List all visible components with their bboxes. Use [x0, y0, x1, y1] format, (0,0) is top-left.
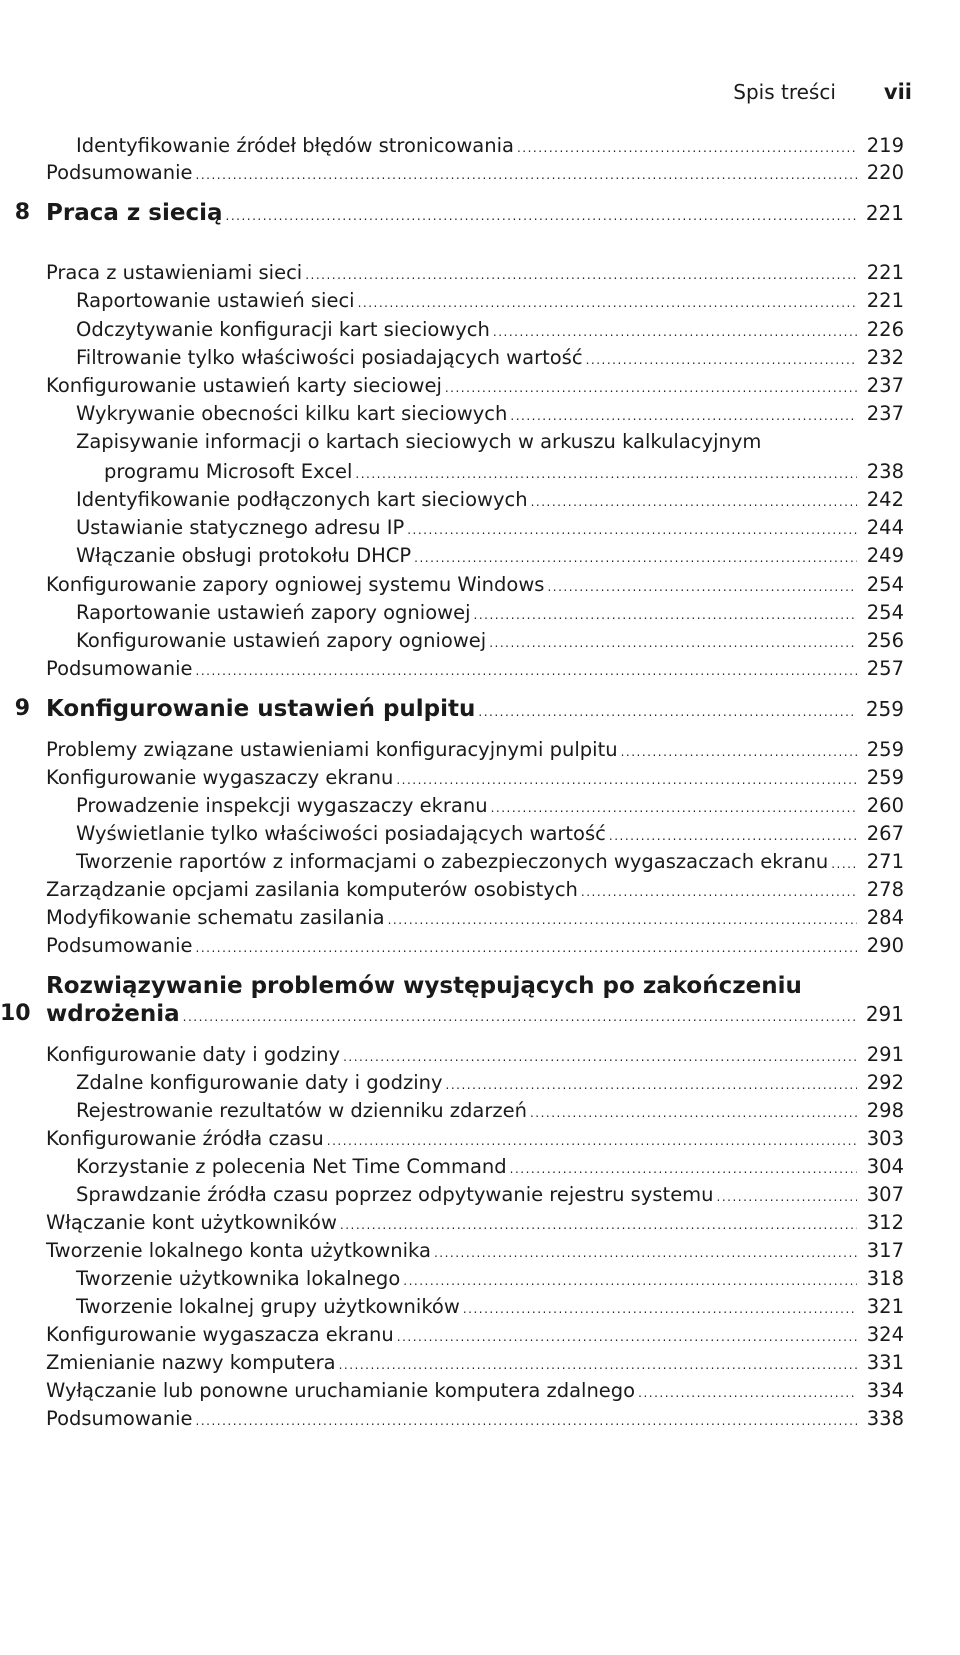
dot-leader — [445, 376, 857, 400]
toc-entry-title: Konfigurowanie ustawień karty sieciowej — [46, 374, 442, 397]
toc-entry-page: 334 — [866, 1379, 904, 1402]
toc-entry-page: 291 — [866, 1043, 904, 1066]
dot-leader — [396, 768, 857, 792]
toc-entry-page: 331 — [866, 1351, 904, 1374]
toc-entry — [0, 1155, 904, 1181]
dot-leader — [831, 852, 857, 876]
toc-entry-page: 256 — [866, 629, 904, 652]
toc-entry — [0, 1323, 904, 1349]
toc-entry — [0, 1351, 904, 1377]
toc-entry-page: 237 — [866, 402, 904, 425]
toc-entry-page: 254 — [866, 573, 904, 596]
toc-entry-title: Prowadzenie inspekcji wygaszaczy ekranu — [76, 794, 488, 817]
toc-entry — [0, 1379, 904, 1405]
toc-entry-title-line: Rozwiązywanie problemów występujących po zakończeniu — [46, 973, 802, 999]
toc-entry — [0, 1211, 904, 1237]
toc-entry-title: Problemy związane ustawieniami konfiguracyjnymi pulpitu — [46, 738, 618, 761]
toc-entry-title: Zmienianie nazwy komputera — [46, 1351, 336, 1374]
toc-entry-page: 292 — [866, 1071, 904, 1094]
toc-entry-title: Podsumowanie — [46, 657, 193, 680]
dot-leader — [407, 518, 857, 542]
toc-entry-title: Konfigurowanie daty i godziny — [46, 1043, 341, 1066]
toc-entry-title: Filtrowanie tylko właściwości posiadających wartość — [76, 346, 583, 369]
toc-entry — [0, 1239, 904, 1265]
dot-leader — [196, 936, 858, 960]
toc-entry-page: 324 — [866, 1323, 904, 1346]
toc-entry-title: Odczytywanie konfiguracji kart sieciowych — [76, 318, 490, 341]
toc-entry — [0, 346, 904, 372]
toc-entry — [0, 430, 904, 486]
dot-leader — [339, 1353, 857, 1377]
toc-entry-title: Konfigurowanie wygaszacza ekranu — [46, 1323, 394, 1346]
toc-entry — [0, 1267, 904, 1293]
dot-leader — [327, 1129, 857, 1153]
dot-leader — [358, 291, 857, 315]
dot-leader — [196, 659, 858, 683]
toc-chapter-entry — [0, 973, 904, 1031]
toc-entry-title: Tworzenie użytkownika lokalnego — [76, 1267, 401, 1290]
toc-entry — [0, 657, 904, 683]
toc-entry-page: 284 — [866, 906, 904, 929]
toc-entry-page: 254 — [866, 601, 904, 624]
toc-entry — [0, 601, 904, 627]
toc-entry-title: Podsumowanie — [46, 1407, 193, 1430]
dot-leader — [489, 631, 857, 655]
toc-entry — [0, 374, 904, 400]
toc-entry-page: 221 — [866, 289, 904, 312]
toc-entry — [0, 573, 904, 599]
toc-entry-page: 244 — [866, 516, 904, 539]
toc-entry-title: Ustawianie statycznego adresu IP — [76, 516, 405, 539]
toc-entry-page: 238 — [866, 460, 904, 483]
toc-entry — [0, 289, 904, 315]
toc-entry-page: 260 — [866, 794, 904, 817]
toc-entry — [0, 850, 904, 876]
toc-entry-page: 221 — [866, 261, 904, 284]
toc-entry-page: 237 — [866, 374, 904, 397]
dot-leader — [397, 1325, 857, 1349]
toc-chapter-entry — [0, 695, 904, 726]
toc-entry-title: Raportowanie ustawień zapory ogniowej — [76, 601, 471, 624]
toc-entry-title: Raportowanie ustawień sieci — [76, 289, 355, 312]
toc-entry-page: 257 — [866, 657, 904, 680]
toc-entry — [0, 878, 904, 904]
toc-entry — [0, 1183, 904, 1209]
toc-entry — [0, 766, 904, 792]
toc-entry-title: Tworzenie lokalnej grupy użytkowników — [76, 1295, 460, 1318]
toc-entry-page: 338 — [866, 1407, 904, 1430]
toc-entry-title: Zdalne konfigurowanie daty i godziny — [76, 1071, 443, 1094]
toc-entry — [0, 1043, 904, 1069]
dot-leader — [446, 1073, 857, 1097]
toc-entry-title: Tworzenie lokalnego konta użytkownika — [46, 1239, 431, 1262]
toc-entry — [0, 822, 904, 848]
toc-entry-page: 220 — [866, 161, 904, 184]
toc-entry-page: 303 — [866, 1127, 904, 1150]
toc-entry-page: 291 — [865, 1002, 904, 1026]
dot-leader — [517, 136, 857, 160]
toc-entry-title: Włączanie kont użytkowników — [46, 1211, 337, 1234]
dot-leader — [717, 1185, 857, 1209]
toc-entry-page: 304 — [866, 1155, 904, 1178]
toc-entry-page: 259 — [866, 738, 904, 761]
dot-leader — [621, 740, 857, 764]
toc-entry — [0, 1127, 904, 1153]
toc-entry-title: programu Microsoft Excel — [104, 460, 353, 483]
toc-entry-title: Tworzenie raportów z informacjami o zabezpieczonych wygaszaczach ekranu — [76, 850, 829, 873]
dot-leader — [403, 1269, 857, 1293]
toc-entry — [0, 629, 904, 655]
dot-leader — [581, 880, 857, 904]
toc-entry-page: 259 — [866, 766, 904, 789]
dot-leader — [478, 698, 857, 726]
toc-entry — [0, 934, 904, 960]
toc-entry-title: Konfigurowanie ustawień zapory ogniowej — [76, 629, 487, 652]
dot-leader — [340, 1213, 857, 1237]
toc-entry-page: 317 — [866, 1239, 904, 1262]
chapter-number: 9 — [14, 696, 30, 721]
toc-entry-page: 318 — [866, 1267, 904, 1290]
page-number: vii — [883, 80, 912, 104]
dot-leader — [388, 908, 857, 932]
dot-leader — [609, 824, 857, 848]
toc-entry — [0, 1071, 904, 1097]
toc-entry-title: Wykrywanie obecności kilku kart sieciowych — [76, 402, 508, 425]
dot-leader — [343, 1045, 857, 1069]
dot-leader — [530, 1101, 857, 1125]
toc-entry — [0, 906, 904, 932]
toc-entry — [0, 318, 904, 344]
toc-entry-page: 267 — [866, 822, 904, 845]
toc-entry-page: 271 — [866, 850, 904, 873]
dot-leader — [226, 202, 858, 230]
dot-leader — [463, 1297, 857, 1321]
toc-entry-page: 226 — [866, 318, 904, 341]
toc-entry-title: Podsumowanie — [46, 161, 193, 184]
toc-entry-page: 278 — [866, 878, 904, 901]
toc-entry-page: 221 — [865, 201, 904, 225]
toc-entry-title: Wyłączanie lub ponowne uruchamianie komputera zdalnego — [46, 1379, 636, 1402]
dot-leader — [491, 796, 857, 820]
toc-entry — [0, 1099, 904, 1125]
dot-leader — [531, 490, 857, 514]
dot-leader — [510, 404, 857, 428]
toc-entry — [0, 1407, 904, 1433]
dot-leader — [638, 1381, 857, 1405]
toc-entry-title: Sprawdzanie źródła czasu poprzez odpytywanie rejestru systemu — [76, 1183, 714, 1206]
dot-leader — [547, 575, 857, 599]
toc-entry-page: 312 — [866, 1211, 904, 1234]
toc-entry — [0, 134, 904, 160]
toc-entry-page: 307 — [866, 1183, 904, 1206]
toc-entry-page: 219 — [866, 134, 904, 157]
toc-entry-title: Włączanie obsługi protokołu DHCP — [76, 544, 412, 567]
toc-entry-title: Podsumowanie — [46, 934, 193, 957]
toc-entry-title: Konfigurowanie źródła czasu — [46, 1127, 324, 1150]
dot-leader — [414, 546, 857, 570]
toc-entry-title: Modyfikowanie schematu zasilania — [46, 906, 385, 929]
toc-entry — [0, 516, 904, 542]
dot-leader — [474, 603, 857, 627]
toc-entry-page: 321 — [866, 1295, 904, 1318]
toc-entry — [0, 161, 904, 187]
chapter-number: 8 — [14, 200, 30, 225]
toc-entry-title: Praca z siecią — [46, 200, 223, 226]
toc-entry-title: Zarządzanie opcjami zasilania komputerów osobistych — [46, 878, 578, 901]
dot-leader — [586, 348, 857, 372]
toc-entry-page: 232 — [866, 346, 904, 369]
toc-entry — [0, 261, 904, 287]
toc-entry-title: Identyfikowanie podłączonych kart sieciowych — [76, 488, 528, 511]
toc-entry-title: Praca z ustawieniami sieci — [46, 261, 303, 284]
chapter-number: 10 — [0, 1001, 31, 1026]
toc-entry — [0, 544, 904, 570]
toc-entry-title: wdrożenia — [46, 1001, 180, 1027]
toc-entry — [0, 794, 904, 820]
dot-leader — [510, 1157, 857, 1181]
dot-leader — [305, 263, 857, 287]
dot-leader — [355, 462, 857, 486]
toc-entry — [0, 738, 904, 764]
toc-chapter-entry — [0, 199, 904, 230]
toc-entry-title: Rejestrowanie rezultatów w dzienniku zdarzeń — [76, 1099, 527, 1122]
section-title: Spis treści — [733, 80, 836, 104]
toc-entry-title-line: Zapisywanie informacji o kartach sieciowych w arkuszu kalkulacyjnym — [76, 430, 762, 453]
toc-entry-title: Identyfikowanie źródeł błędów stronicowania — [76, 134, 514, 157]
toc-entry-page: 259 — [865, 697, 904, 721]
toc-entry — [0, 488, 904, 514]
toc-entry-page: 242 — [866, 488, 904, 511]
toc-entry-title: Korzystanie z polecenia Net Time Command — [76, 1155, 507, 1178]
toc-entry-page: 298 — [866, 1099, 904, 1122]
toc-entry-title: Konfigurowanie ustawień pulpitu — [46, 696, 476, 722]
toc-entry — [0, 1295, 904, 1321]
dot-leader — [493, 320, 857, 344]
dot-leader — [183, 1003, 857, 1031]
dot-leader — [196, 163, 858, 187]
dot-leader — [196, 1409, 858, 1433]
toc-entry-page: 290 — [866, 934, 904, 957]
toc-entry-title: Konfigurowanie zapory ogniowej systemu Windows — [46, 573, 545, 596]
toc-entry-page: 249 — [866, 544, 904, 567]
toc-entry-title: Wyświetlanie tylko właściwości posiadających wartość — [76, 822, 606, 845]
dot-leader — [434, 1241, 857, 1265]
toc-entry-title: Konfigurowanie wygaszaczy ekranu — [46, 766, 394, 789]
toc-entry — [0, 402, 904, 428]
